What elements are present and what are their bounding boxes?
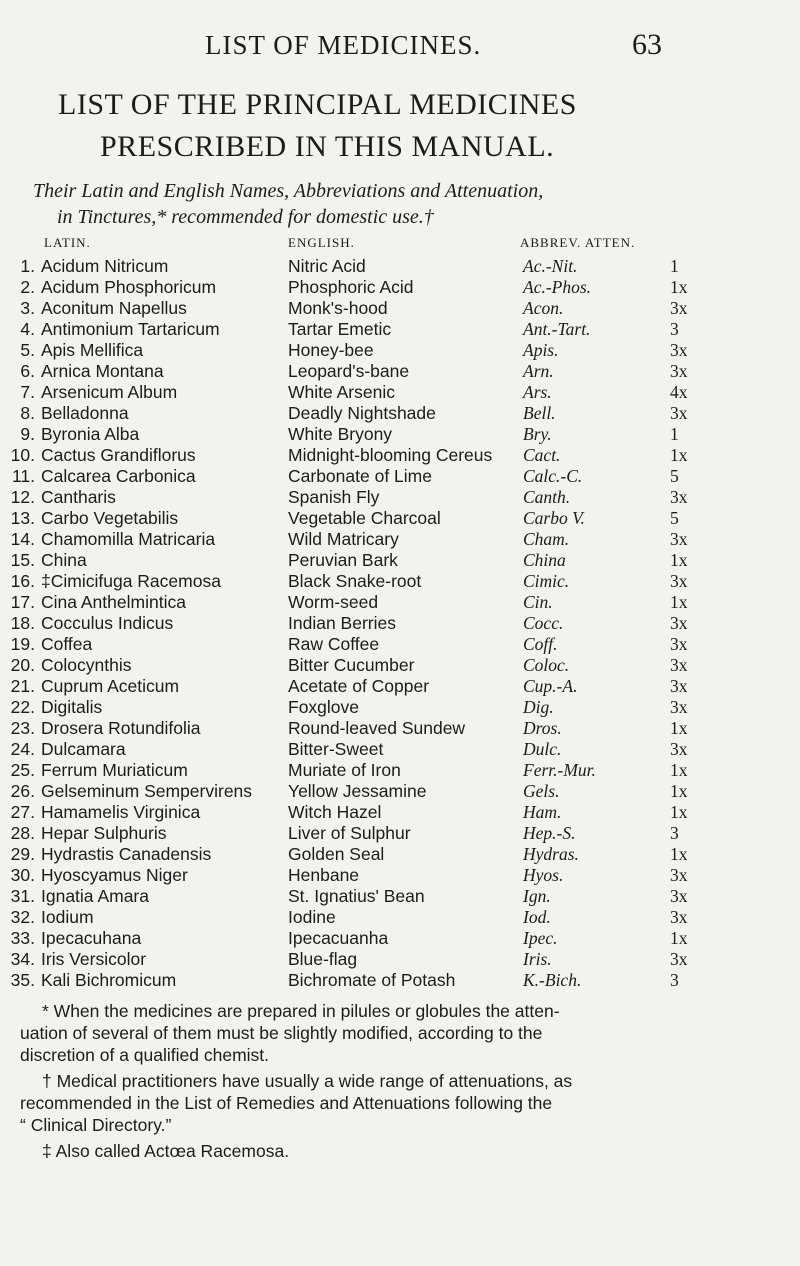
footnote-star-line2: uation of several of them must be slightly modified, according to the (20, 1023, 543, 1043)
row-number: 25. (10, 760, 35, 780)
latin-name: Cocculus Indicus (41, 613, 174, 633)
abbreviation: Dros. (523, 718, 562, 738)
table-row (0, 256, 800, 277)
attenuation: 3x (670, 487, 688, 507)
latin-name: Cactus Grandiflorus (41, 445, 196, 465)
latin-name: Iris Versicolor (41, 949, 147, 969)
abbreviation: Acon. (523, 298, 564, 318)
table-row (0, 298, 800, 319)
footnote-ddagger-line1: ‡ Also called Actœa Racemosa. (42, 1141, 290, 1161)
english-name: Bitter Cucumber (288, 655, 415, 675)
row-number: 19. (10, 634, 35, 654)
table-row (0, 739, 800, 760)
row-number: 1. (20, 256, 35, 276)
attenuation: 3x (670, 361, 688, 381)
row-number: 26. (10, 781, 35, 801)
abbreviation: Hyos. (523, 865, 564, 885)
latin-name: Carbo Vegetabilis (41, 508, 179, 528)
abbreviation: Cham. (523, 529, 570, 549)
abbreviation: Dig. (523, 697, 554, 717)
english-name: Phosphoric Acid (288, 277, 414, 297)
english-name: Black Snake-root (288, 571, 422, 591)
attenuation: 3x (670, 340, 688, 360)
latin-name: Cantharis (41, 487, 116, 507)
english-name: Foxglove (288, 697, 360, 717)
latin-name: Dulcamara (41, 739, 126, 759)
table-row (0, 949, 800, 970)
table-row (0, 697, 800, 718)
latin-name: Cuprum Aceticum (41, 676, 180, 696)
attenuation: 3x (670, 676, 688, 696)
footnote-star-line1: * When the medicines are prepared in pilules or globules the atten- (42, 1001, 560, 1021)
latin-name: Ipecacuhana (41, 928, 142, 948)
row-number: 11. (11, 466, 35, 486)
medicines-table (0, 256, 800, 991)
row-number: 21. (10, 676, 35, 696)
english-name: Bitter-Sweet (288, 739, 384, 759)
subtitle-line1: Their Latin and English Names, Abbreviations and Attenuation, (33, 180, 544, 202)
english-name: Yellow Jessamine (288, 781, 427, 801)
abbreviation: Ferr.-Mur. (523, 760, 596, 780)
abbreviation: Bry. (523, 424, 552, 444)
table-row (0, 571, 800, 592)
english-name: White Bryony (288, 424, 393, 444)
table-row (0, 487, 800, 508)
latin-name: Byronia Alba (41, 424, 140, 444)
english-name: St. Ignatius' Bean (288, 886, 425, 906)
abbreviation: Carbo V. (523, 508, 585, 528)
row-number: 34. (10, 949, 35, 969)
english-name: Nitric Acid (288, 256, 366, 276)
table-row (0, 865, 800, 886)
abbreviation: Ham. (523, 802, 562, 822)
attenuation: 3x (670, 613, 688, 633)
row-number: 30. (10, 865, 35, 885)
english-name: Raw Coffee (288, 634, 380, 654)
latin-name: Antimonium Tartaricum (41, 319, 220, 339)
english-name: Witch Hazel (288, 802, 382, 822)
table-row (0, 760, 800, 781)
latin-name: Gelseminum Sempervirens (41, 781, 253, 801)
attenuation: 3x (670, 697, 688, 717)
abbreviation: Ac.-Nit. (523, 256, 578, 276)
column-header-abbrev: ABBREV. ATTEN. (520, 235, 636, 250)
table-row (0, 907, 800, 928)
row-number: 12. (10, 487, 35, 507)
abbreviation: Iris. (523, 949, 552, 969)
latin-name: Arnica Montana (41, 361, 164, 381)
attenuation: 3x (670, 655, 688, 675)
abbreviation: Hep.-S. (523, 823, 576, 843)
english-name: Round-leaved Sundew (288, 718, 466, 738)
abbreviation: Bell. (523, 403, 556, 423)
row-number: 27. (10, 802, 35, 822)
latin-name: Coffea (41, 634, 93, 654)
row-number: 18. (10, 613, 35, 633)
abbreviation: Ant.-Tart. (523, 319, 591, 339)
row-number: 7. (20, 382, 35, 402)
abbreviation: Arn. (523, 361, 554, 381)
table-row (0, 403, 800, 424)
latin-name: Hepar Sulphuris (41, 823, 167, 843)
latin-name: Iodium (41, 907, 94, 927)
latin-name: Aconitum Napellus (41, 298, 187, 318)
attenuation: 3x (670, 634, 688, 654)
english-name: Muriate of Iron (288, 760, 401, 780)
abbreviation: Coloc. (523, 655, 570, 675)
attenuation: 1x (670, 277, 688, 297)
row-number: 8. (20, 403, 35, 423)
latin-name: Apis Mellifica (41, 340, 144, 360)
latin-name: Calcarea Carbonica (41, 466, 196, 486)
row-number: 17. (10, 592, 35, 612)
latin-name: Acidum Nitricum (41, 256, 169, 276)
latin-name: Hydrastis Canadensis (41, 844, 212, 864)
attenuation: 3 (670, 823, 679, 843)
table-row (0, 277, 800, 298)
english-name: Honey-bee (288, 340, 374, 360)
row-number: 28. (10, 823, 35, 843)
english-name: Indian Berries (288, 613, 396, 633)
row-number: 9. (20, 424, 35, 444)
table-row (0, 634, 800, 655)
row-number: 16. (10, 571, 35, 591)
english-name: Leopard's-bane (288, 361, 410, 381)
row-number: 6. (20, 361, 35, 381)
footnote-dagger-line2: recommended in the List of Remedies and Attenuations following the (20, 1093, 553, 1113)
attenuation: 5 (670, 466, 679, 486)
latin-name: Drosera Rotundifolia (41, 718, 201, 738)
table-row (0, 886, 800, 907)
english-name: Spanish Fly (288, 487, 380, 507)
abbreviation: Hydras. (523, 844, 579, 864)
attenuation: 3x (670, 298, 688, 318)
table-row (0, 466, 800, 487)
abbreviation: Gels. (523, 781, 560, 801)
latin-name: Hamamelis Virginica (41, 802, 201, 822)
row-number: 14. (10, 529, 35, 549)
attenuation: 3x (670, 571, 688, 591)
table-row (0, 508, 800, 529)
row-number: 33. (10, 928, 35, 948)
abbreviation: Cimic. (523, 571, 570, 591)
row-number: 15. (10, 550, 35, 570)
english-name: Wild Matricary (288, 529, 399, 549)
row-number: 29. (10, 844, 35, 864)
english-name: Liver of Sulphur (288, 823, 411, 843)
english-name: Blue-flag (288, 949, 358, 969)
abbreviation: Cin. (523, 592, 553, 612)
english-name: Midnight-blooming Cereus (288, 445, 493, 465)
attenuation: 3 (670, 319, 679, 339)
running-title: LIST OF MEDICINES. (205, 30, 482, 60)
english-name: Henbane (288, 865, 360, 885)
footnote-star-line3: discretion of a qualified chemist. (20, 1045, 270, 1065)
row-number: 4. (20, 319, 35, 339)
abbreviation: China (523, 550, 566, 570)
running-head (0, 28, 800, 68)
abbreviation: K.-Bich. (523, 970, 582, 990)
attenuation: 1x (670, 550, 688, 570)
table-row (0, 844, 800, 865)
row-number: 10. (10, 445, 35, 465)
english-name: Deadly Nightshade (288, 403, 436, 423)
abbreviation: Calc.-C. (523, 466, 583, 486)
abbreviation: Cup.-A. (523, 676, 578, 696)
table-row (0, 529, 800, 550)
latin-name: Kali Bichromicum (41, 970, 177, 990)
attenuation: 1x (670, 760, 688, 780)
row-number: 23. (10, 718, 35, 738)
footnote-dagger-line3: “ Clinical Directory.” (20, 1115, 172, 1135)
attenuation: 3x (670, 886, 688, 906)
table-row (0, 823, 800, 844)
subtitle-line2: in Tinctures,* recommended for domestic use.† (57, 206, 434, 228)
row-number: 32. (10, 907, 35, 927)
english-name: White Arsenic (288, 382, 395, 402)
english-name: Peruvian Bark (288, 550, 398, 570)
abbreviation: Dulc. (523, 739, 562, 759)
page-number: 63 (632, 28, 662, 61)
attenuation: 1x (670, 718, 688, 738)
english-name: Monk's-hood (288, 298, 388, 318)
table-row (0, 445, 800, 466)
table-row (0, 928, 800, 949)
table-row (0, 613, 800, 634)
row-number: 22. (10, 697, 35, 717)
page-title-line2: PRESCRIBED IN THIS MANUAL. (100, 130, 555, 163)
abbreviation: Ign. (523, 886, 551, 906)
english-name: Tartar Emetic (288, 319, 392, 339)
attenuation: 3x (670, 865, 688, 885)
page-title-line1: LIST OF THE PRINCIPAL MEDICINES (58, 88, 577, 121)
row-number: 20. (10, 655, 35, 675)
attenuation: 3 (670, 970, 679, 990)
english-name: Acetate of Copper (288, 676, 430, 696)
table-row (0, 970, 800, 991)
latin-name: Colocynthis (41, 655, 132, 675)
latin-name: Ignatia Amara (41, 886, 149, 906)
english-name: Vegetable Charcoal (288, 508, 441, 528)
abbreviation: Ipec. (523, 928, 558, 948)
attenuation: 4x (670, 382, 688, 402)
english-name: Ipecacuanha (288, 928, 389, 948)
table-row (0, 382, 800, 403)
table-row (0, 424, 800, 445)
latin-name: Cina Anthelmintica (41, 592, 186, 612)
attenuation: 3x (670, 403, 688, 423)
abbreviation: Iod. (523, 907, 551, 927)
table-row (0, 550, 800, 571)
attenuation: 1x (670, 445, 688, 465)
row-number: 24. (10, 739, 35, 759)
table-row (0, 340, 800, 361)
latin-name: Acidum Phosphoricum (41, 277, 217, 297)
english-name: Carbonate of Lime (288, 466, 432, 486)
attenuation: 1 (670, 256, 679, 276)
latin-name: Arsenicum Album (41, 382, 178, 402)
footnote-dagger-line1: † Medical practitioners have usually a wide range of attenuations, as (42, 1071, 573, 1091)
table-row (0, 592, 800, 613)
abbreviation: Apis. (523, 340, 559, 360)
row-number: 3. (20, 298, 35, 318)
table-row (0, 319, 800, 340)
row-number: 31. (10, 886, 35, 906)
row-number: 13. (10, 508, 35, 528)
latin-name: ‡Cimicifuga Racemosa (41, 571, 221, 591)
abbreviation: Ars. (523, 382, 552, 402)
latin-name: Belladonna (41, 403, 129, 423)
row-number: 35. (10, 970, 35, 990)
attenuation: 3x (670, 739, 688, 759)
row-number: 5. (20, 340, 35, 360)
latin-name: Hyoscyamus Niger (41, 865, 188, 885)
abbreviation: Coff. (523, 634, 558, 654)
table-row (0, 361, 800, 382)
english-name: Worm-seed (288, 592, 379, 612)
attenuation: 1x (670, 802, 688, 822)
table-row (0, 802, 800, 823)
abbreviation: Ac.-Phos. (523, 277, 592, 297)
english-name: Iodine (288, 907, 336, 927)
attenuation: 1 (670, 424, 679, 444)
attenuation: 1x (670, 781, 688, 801)
attenuation: 1x (670, 928, 688, 948)
attenuation: 1x (670, 592, 688, 612)
table-row (0, 718, 800, 739)
column-header-latin: LATIN. (44, 235, 91, 250)
row-number: 2. (20, 277, 35, 297)
attenuation: 5 (670, 508, 679, 528)
abbreviation: Canth. (523, 487, 571, 507)
english-name: Bichromate of Potash (288, 970, 456, 990)
table-row (0, 655, 800, 676)
table-row (0, 781, 800, 802)
attenuation: 3x (670, 529, 688, 549)
latin-name: Ferrum Muriaticum (41, 760, 188, 780)
abbreviation: Cact. (523, 445, 561, 465)
english-name: Golden Seal (288, 844, 385, 864)
latin-name: China (41, 550, 87, 570)
table-row (0, 676, 800, 697)
latin-name: Chamomilla Matricaria (41, 529, 216, 549)
column-header-english: ENGLISH. (288, 235, 355, 250)
attenuation: 3x (670, 949, 688, 969)
latin-name: Digitalis (41, 697, 103, 717)
attenuation: 3x (670, 907, 688, 927)
abbreviation: Cocc. (523, 613, 564, 633)
attenuation: 1x (670, 844, 688, 864)
